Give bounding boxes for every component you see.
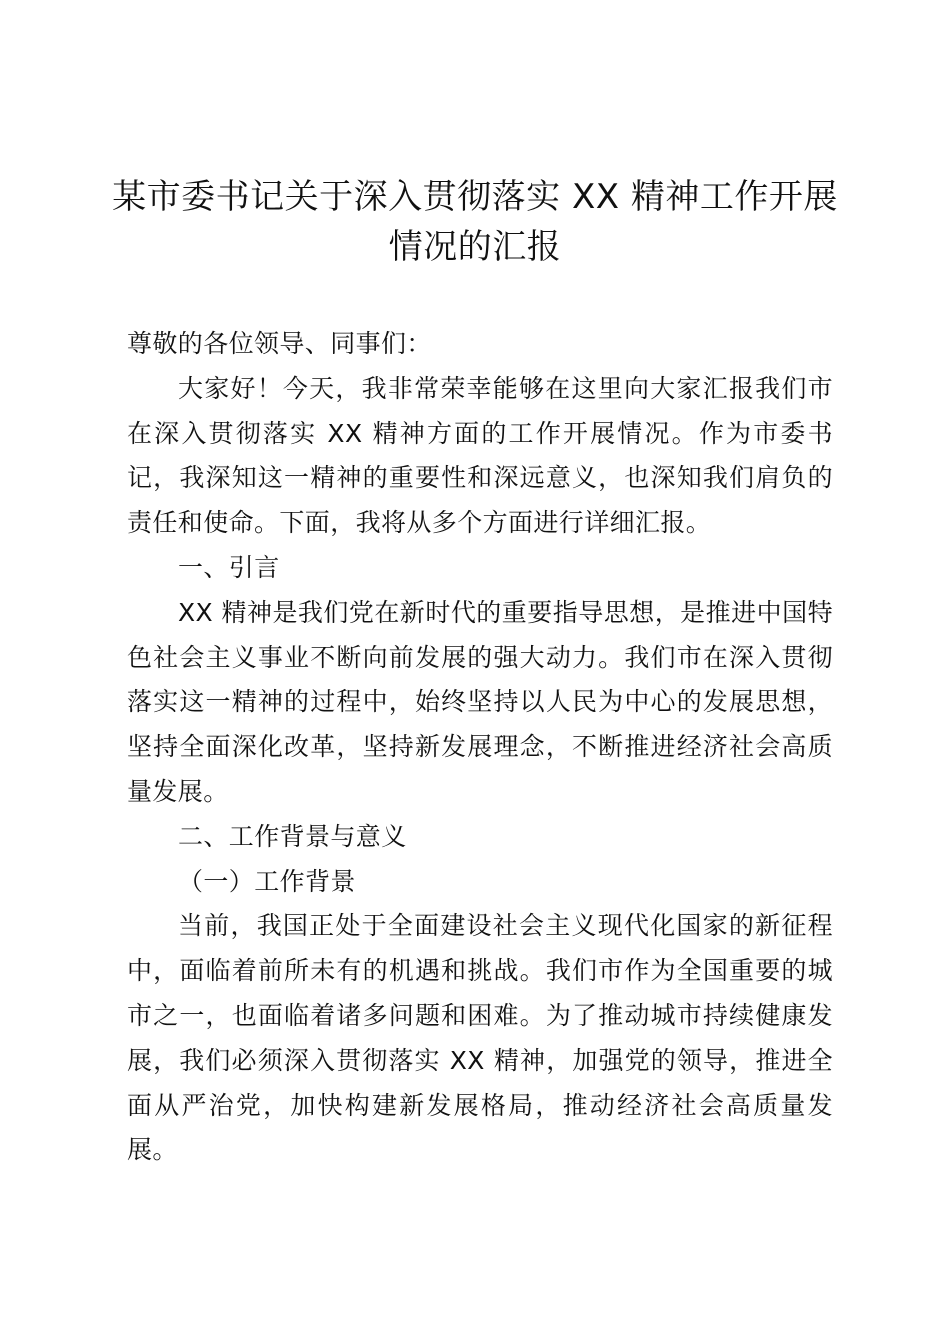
paragraph-work-background: 当前，我国正处于全面建设社会主义现代化国家的新征程中，面临着前所未有的机遇和挑战。我们市作为全国重要的城市之一，也面临着诸多问题和困难。为了推动城市持续健康发展，我们必须深入贯彻落实 XX 精神，加强党的领导，推进全面从严治党，加快构建新发展格局，推动经济社会高质量发展。 <box>127 911 833 1165</box>
salutation: 尊敬的各位领导、同事们： <box>127 329 432 358</box>
heading-background-significance: 二、工作背景与意义 <box>178 821 407 851</box>
document-body <box>127 322 833 1173</box>
subheading-work-background: （一）工作背景 <box>178 866 356 896</box>
document-title: 某市委书记关于深入贯彻落实 XX 精神工作开展情况的汇报 <box>112 177 838 267</box>
paragraph-greeting: 大家好！今天，我非常荣幸能够在这里向大家汇报我们市在深入贯彻落实 XX 精神方面的工作开展情况。作为市委书记，我深知这一精神的重要性和深远意义，也深知我们肩负的责任和使命。下面，我将从多个方面进行详细汇报。 <box>127 373 833 538</box>
heading-introduction: 一、引言 <box>178 552 280 582</box>
paragraph-introduction: XX 精神是我们党在新时代的重要指导思想，是推进中国特色社会主义事业不断向前发展的强大动力。我们市在深入贯彻落实这一精神的过程中，始终坚持以人民为中心的发展思想，坚持全面深化改革，坚持新发展理念，不断推进经济社会高质量发展。 <box>127 597 833 806</box>
